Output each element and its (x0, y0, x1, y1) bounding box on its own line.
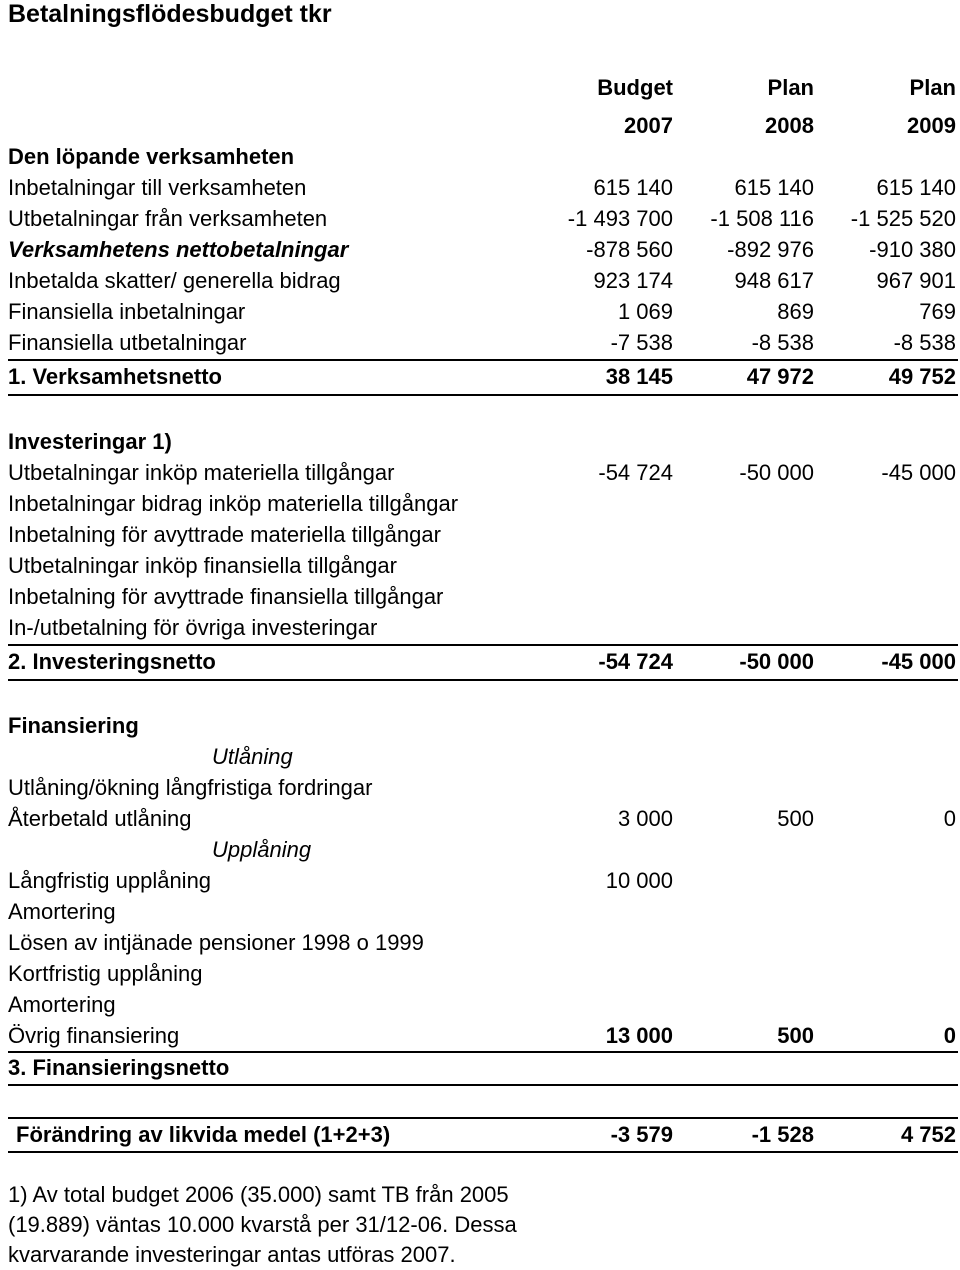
col-header-budget: Budget (597, 75, 673, 100)
section-heading-label: Den löpande verksamheten (8, 144, 295, 169)
table-row (0, 234, 960, 265)
value-2007: 3 000 (617, 806, 673, 831)
row-label: Lösen av intjänade pensioner 1998 o 1999 (8, 930, 424, 955)
value-2007: 1 069 (617, 299, 673, 324)
footnote (8, 1180, 628, 1270)
table-row (0, 989, 960, 1020)
value-2007: 10 000 (605, 868, 673, 893)
value-2009: -1 525 520 (850, 206, 956, 231)
row-label: Verksamhetens nettobetalningar (8, 237, 349, 262)
footnote-line: kvarvarande investeringar antas utföras 2007. (8, 1242, 456, 1267)
value-2009: 615 140 (876, 175, 956, 200)
value-2008: -1 508 116 (710, 206, 814, 231)
year-header-row (0, 110, 960, 141)
section-heading-investments (0, 426, 960, 457)
column-header-row (0, 72, 960, 103)
total-2008: -1 528 (751, 1122, 814, 1147)
table-row (0, 327, 960, 358)
row-label: Amortering (8, 992, 116, 1017)
total-2009: 49 752 (888, 364, 956, 389)
divider (8, 394, 958, 396)
subheading-borrowing (0, 834, 960, 865)
value-2007: -7 538 (610, 330, 673, 355)
row-label: Inbetalningar bidrag inköp materiella tillgångar (8, 491, 459, 516)
footnote-line: 1) Av total budget 2006 (35.000) samt TB från 2005 (8, 1182, 509, 1207)
row-label: Utbetalningar inköp materiella tillgångar (8, 460, 395, 485)
table-row (0, 803, 960, 834)
value-2007: 923 174 (593, 268, 673, 293)
total-2007: 38 145 (605, 364, 673, 389)
value-2009: 0 (943, 806, 956, 831)
value-2007: -54 724 (598, 460, 673, 485)
total-2008: 47 972 (746, 364, 814, 389)
total-2007: -3 579 (610, 1122, 673, 1147)
total-row-financing (0, 1052, 960, 1083)
table-row (0, 296, 960, 327)
row-label: Finansiella inbetalningar (8, 299, 246, 324)
row-label: Långfristig upplåning (8, 868, 212, 893)
divider (8, 679, 958, 681)
table-row (0, 550, 960, 581)
table-row (0, 927, 960, 958)
table-row (0, 612, 960, 643)
value-2008: -8 538 (751, 330, 814, 355)
value-2009: -45 000 (881, 460, 956, 485)
col-header-plan-1: Plan (767, 75, 814, 100)
value-2009: 967 901 (876, 268, 956, 293)
total-2009: 4 752 (900, 1122, 956, 1147)
table-row (0, 1020, 960, 1051)
section-heading-financing (0, 710, 960, 741)
table-row (0, 772, 960, 803)
value-2008: -892 976 (727, 237, 814, 262)
total-row-liquidity-change (0, 1119, 960, 1150)
row-label: Återbetald utlåning (8, 806, 192, 831)
table-row (0, 457, 960, 488)
value-2008: -50 000 (739, 460, 814, 485)
table-row (0, 958, 960, 989)
value-2009: 769 (919, 299, 956, 324)
table-row (0, 203, 960, 234)
value-2008: 500 (777, 806, 814, 831)
value-2009: 0 (943, 1023, 956, 1048)
row-label: Amortering (8, 899, 116, 924)
row-label: Finansiella utbetalningar (8, 330, 247, 355)
row-label: Övrig finansiering (8, 1023, 180, 1048)
table-row (0, 519, 960, 550)
total-label: Förändring av likvida medel (1+2+3) (16, 1122, 391, 1147)
table-row (0, 172, 960, 203)
subheading-lending (0, 741, 960, 772)
row-label: Utlåning/ökning långfristiga fordringar (8, 775, 373, 800)
row-label: Kortfristig upplåning (8, 961, 203, 986)
year-2008: 2008 (765, 113, 814, 138)
row-label: In-/utbetalning för övriga investeringar (8, 615, 378, 640)
row-label: Utbetalningar från verksamheten (8, 206, 328, 231)
value-2008: 500 (777, 1023, 814, 1048)
value-2007: 615 140 (593, 175, 673, 200)
footnote-line: (19.889) väntas 10.000 kvarstå per 31/12-06. Dessa (8, 1212, 517, 1237)
value-2007: 13 000 (605, 1023, 673, 1048)
total-row-investments (0, 646, 960, 677)
row-label: Utbetalningar inköp finansiella tillgångar (8, 553, 397, 578)
year-2009: 2009 (907, 113, 956, 138)
subheading-label: Utlåning (212, 744, 293, 769)
section-heading-label: Finansiering (8, 713, 139, 738)
total-2008: -50 000 (739, 649, 814, 674)
value-2008: 948 617 (734, 268, 814, 293)
divider (8, 1151, 958, 1153)
section-heading-label: Investeringar 1) (8, 429, 172, 454)
value-2008: 615 140 (734, 175, 814, 200)
page-title: Betalningsflödesbudget tkr (8, 0, 332, 28)
section-heading-operations (0, 141, 960, 172)
total-label: 3. Finansieringsnetto (8, 1055, 230, 1080)
value-2007: -1 493 700 (567, 206, 673, 231)
table-row (0, 865, 960, 896)
value-2007: -878 560 (586, 237, 673, 262)
value-2009: -8 538 (893, 330, 956, 355)
value-2009: -910 380 (869, 237, 956, 262)
total-label: 2. Investeringsnetto (8, 649, 216, 674)
col-header-plan-2: Plan (909, 75, 956, 100)
row-label: Inbetalning för avyttrade finansiella tillgångar (8, 584, 444, 609)
year-2007: 2007 (624, 113, 673, 138)
table-row (0, 896, 960, 927)
total-label: 1. Verksamhetsnetto (8, 364, 222, 389)
divider (8, 1084, 958, 1086)
total-2007: -54 724 (598, 649, 673, 674)
value-2008: 869 (777, 299, 814, 324)
total-2009: -45 000 (881, 649, 956, 674)
table-row (0, 488, 960, 519)
table-row (0, 581, 960, 612)
table-row (0, 265, 960, 296)
row-label: Inbetalningar till verksamheten (8, 175, 307, 200)
row-label: Inbetalning för avyttrade materiella tillgångar (8, 522, 441, 547)
row-label: Inbetalda skatter/ generella bidrag (8, 268, 341, 293)
total-row-operations (0, 361, 960, 392)
subheading-label: Upplåning (212, 837, 312, 862)
